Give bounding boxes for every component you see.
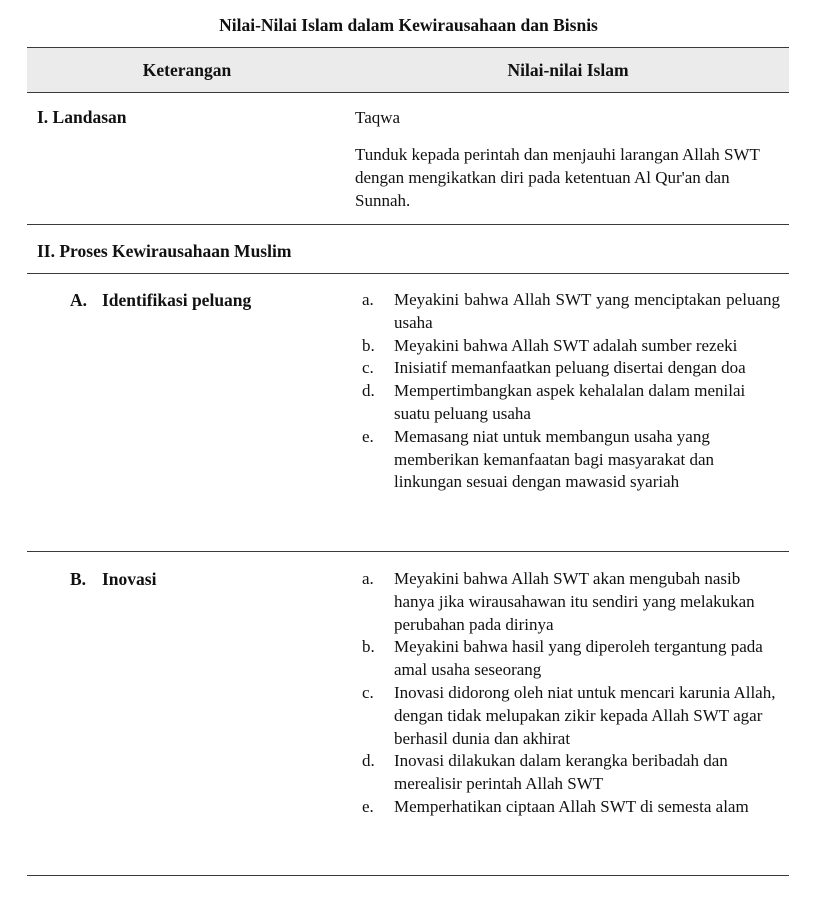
list-marker: d. [362, 381, 375, 401]
header-rule [27, 92, 789, 93]
proses-rule [27, 273, 789, 274]
landasan-label: I. Landasan [37, 107, 127, 127]
list-marker: e. [362, 796, 374, 816]
list-item [355, 796, 780, 819]
list-text: Memasang niat untuk membangun usaha yang memberikan kemanfaatan bagi masyarakat dan linkungan sesuai dengan mawasid syariah [394, 426, 715, 492]
identifikasi-rule [27, 551, 789, 552]
list-item [355, 682, 780, 750]
list-item [355, 750, 780, 796]
list-text: Meyakini bahwa Allah SWT yang menciptakan peluang usaha [394, 290, 780, 332]
list-item [355, 289, 780, 335]
landasan-value: Taqwa [355, 108, 401, 127]
table-title: Nilai-Nilai Islam dalam Kewirausahaan dan Bisnis [219, 15, 598, 35]
inovasi-marker: B. [70, 569, 87, 589]
header-keterangan: Keterangan [142, 60, 232, 80]
list-marker: d. [362, 751, 375, 771]
list-item [355, 568, 780, 636]
identifikasi-marker: A. [70, 290, 88, 310]
bottom-rule [27, 875, 789, 876]
inovasi-list [355, 568, 780, 819]
list-item [355, 426, 780, 494]
landasan-rule [27, 224, 789, 225]
list-text: Meyakini bahwa Allah SWT akan mengubah nasib hanya jika wirausahawan itu sendiri yang melakukan perubahan pada dirinya [394, 569, 755, 634]
list-marker: c. [362, 682, 374, 702]
list-marker: a. [362, 569, 374, 588]
list-marker: b. [362, 335, 375, 355]
inovasi-label [70, 568, 156, 590]
list-item [355, 357, 780, 380]
list-marker: a. [362, 290, 374, 309]
inovasi-text: Inovasi [102, 569, 157, 589]
list-text: Inovasi dilakukan dalam kerangka beribadah dan merealisir perintah Allah SWT [394, 751, 728, 794]
landasan-description: Tunduk kepada perintah dan menjauhi larangan Allah SWT dengan mengikatkan diri pada ketentuan Al Qur'an dan Sunnah. [355, 145, 760, 210]
list-text: Inovasi didorong oleh niat untuk mencari karunia Allah, dengan tidak melupakan zikir kepada Allah SWT agar berhasil dunia dan akhirat [394, 682, 776, 748]
list-item [355, 636, 780, 682]
list-marker: b. [362, 637, 375, 657]
list-marker: c. [362, 358, 374, 378]
proses-label: II. Proses Kewirausahaan Muslim [37, 241, 292, 261]
identifikasi-list [355, 289, 780, 494]
header-nilai-nilai-islam: Nilai-nilai Islam [507, 60, 629, 80]
list-text: Meyakini bahwa hasil yang diperoleh tergantung pada amal usaha seseorang [394, 637, 763, 680]
list-text: Memperhatikan ciptaan Allah SWT di semesta alam [394, 796, 749, 816]
identifikasi-label [70, 289, 251, 311]
list-text: Inisiatif memanfaatkan peluang disertai dengan doa [394, 358, 746, 378]
identifikasi-text: Identifikasi peluang [102, 290, 252, 310]
list-item [355, 380, 780, 426]
list-marker: e. [362, 426, 374, 446]
list-text: Meyakini bahwa Allah SWT adalah sumber rezeki [394, 335, 738, 355]
list-item [355, 335, 780, 358]
list-text: Mempertimbangkan aspek kehalalan dalam menilai suatu peluang usaha [394, 381, 746, 423]
